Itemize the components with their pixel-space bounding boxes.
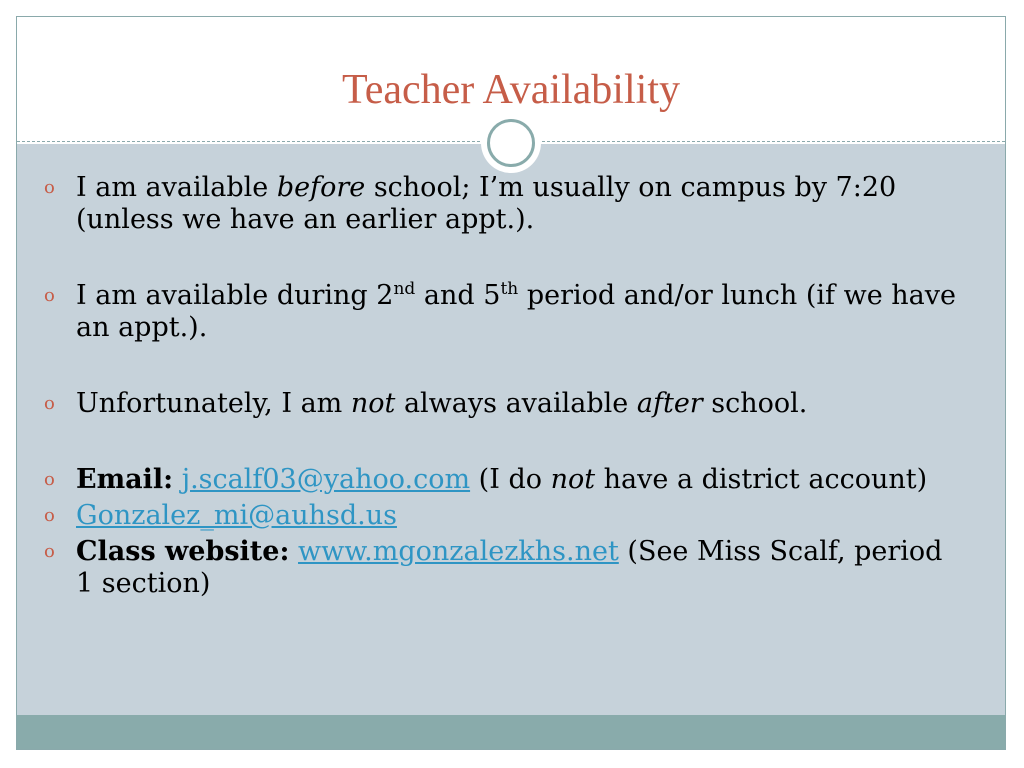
list-item bbox=[44, 536, 964, 600]
item-emphasis: not bbox=[550, 464, 596, 495]
list-item bbox=[44, 500, 964, 532]
list-item bbox=[44, 388, 964, 420]
website-label: Class website: bbox=[76, 536, 290, 567]
item-text: I am available bbox=[76, 172, 277, 203]
circle-ring bbox=[487, 119, 535, 167]
class-website-link[interactable]: www.mgonzalezkhs.net bbox=[298, 536, 619, 567]
item-text: Unfortunately, I am bbox=[76, 388, 351, 419]
item-text: school; I’m usually on campus by 7:20 (unless we have an earlier appt.). bbox=[76, 172, 897, 235]
item-text: always available bbox=[395, 388, 637, 419]
bullet-list bbox=[44, 172, 964, 600]
list-item bbox=[44, 464, 964, 496]
item-emphasis: after bbox=[636, 388, 703, 419]
slide-title: Teacher Availability bbox=[342, 67, 680, 113]
bullet-icon: o bbox=[44, 285, 55, 306]
item-text: have a district account) bbox=[595, 464, 928, 495]
item-emphasis: not bbox=[350, 388, 396, 419]
ordinal-suffix: th bbox=[500, 279, 519, 299]
email-link[interactable]: j.scalf03@yahoo.com bbox=[181, 464, 471, 495]
item-text: and 5 bbox=[415, 280, 501, 311]
item-text: (See Miss Scalf, period 1 section) bbox=[76, 536, 943, 599]
circle-ornament-icon bbox=[481, 113, 541, 173]
item-emphasis: before bbox=[276, 172, 366, 203]
footer-bar bbox=[17, 715, 1005, 749]
item-text: period and/or lunch (if we have an appt.). bbox=[76, 280, 956, 343]
bullet-icon: o bbox=[44, 505, 55, 526]
bullet-icon: o bbox=[44, 177, 55, 198]
bullet-icon: o bbox=[44, 469, 55, 490]
item-text: (I do bbox=[470, 464, 551, 495]
item-text: school. bbox=[702, 388, 808, 419]
ordinal-suffix: nd bbox=[393, 279, 416, 299]
district-email-link[interactable]: Gonzalez_mi@auhsd.us bbox=[76, 500, 397, 531]
email-label: Email: bbox=[76, 464, 174, 495]
item-text: I am available during 2 bbox=[76, 280, 394, 311]
bullet-icon: o bbox=[44, 393, 55, 414]
bullet-icon: o bbox=[44, 541, 55, 562]
list-item bbox=[44, 280, 964, 344]
list-item bbox=[44, 172, 964, 236]
